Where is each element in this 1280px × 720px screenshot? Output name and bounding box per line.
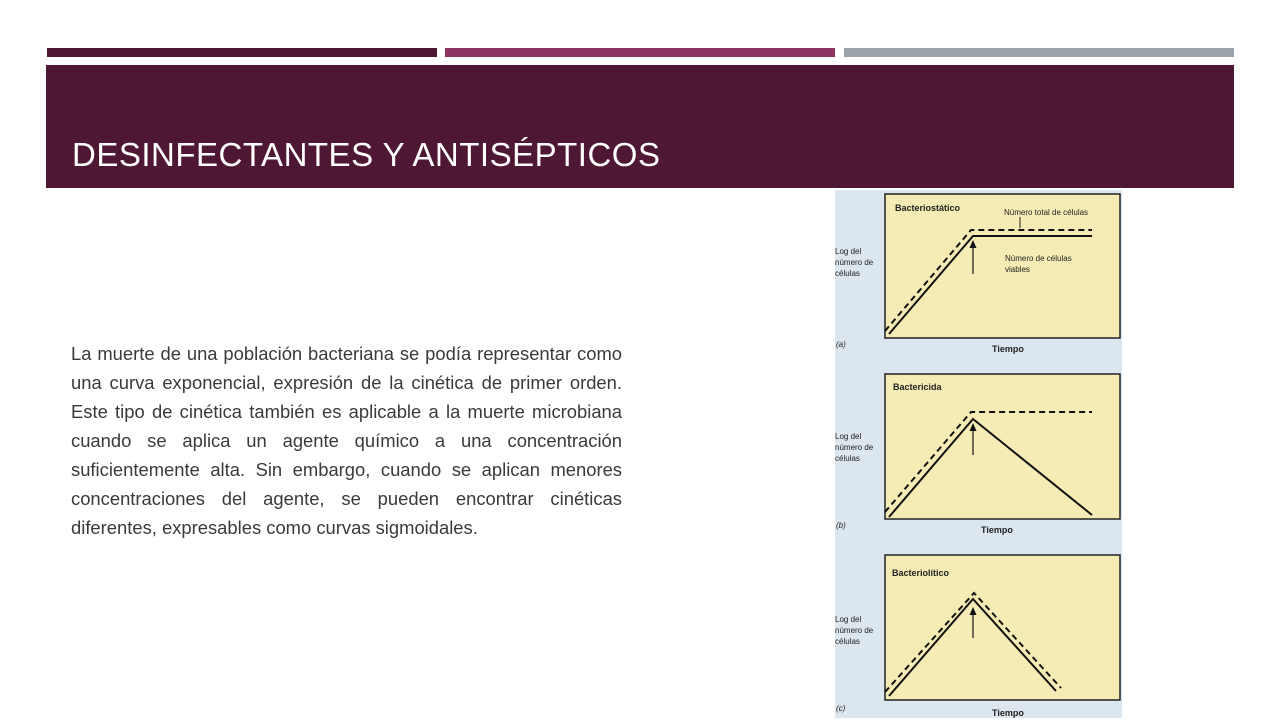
plot-area	[885, 374, 1120, 519]
xlabel: Tiempo	[981, 525, 1013, 535]
panel-label: (c)	[836, 704, 846, 713]
body-paragraph: La muerte de una población bacteriana se podía representar como una curva exponencial, expresión de la cinética de primer orden. Este tipo de cinética también es aplicable a la muerte microbiana cuando se aplica un agente químico a una concentración suficientemente alta. Sin embargo, cuando se aplican menores concentraciones del agente, se pueden encontrar cinéticas diferentes, expresables como curvas sigmoidales.	[71, 343, 622, 538]
title-band	[46, 65, 1234, 188]
accent-bar-gray	[844, 48, 1234, 57]
accent-bar-magenta	[445, 48, 835, 57]
xlabel: Tiempo	[992, 708, 1024, 718]
ylabel-line3: células	[835, 269, 860, 278]
annotation-total-cells: Número total de células	[1004, 208, 1089, 217]
kinetics-figure-svg	[835, 190, 1122, 718]
kinetics-figure	[835, 190, 1122, 718]
accent-bar-dark	[47, 48, 437, 57]
annotation-viable-line1: Número de células	[1005, 254, 1072, 263]
xlabel: Tiempo	[992, 344, 1024, 354]
panel-label: (a)	[836, 340, 846, 349]
panel-label: (b)	[836, 521, 846, 530]
ylabel-line2: número de	[835, 626, 874, 635]
slide-title: DESINFECTANTES Y ANTISÉPTICOS	[72, 136, 661, 173]
ylabel-line2: número de	[835, 443, 874, 452]
panel-title: Bactericida	[893, 382, 942, 392]
panel-title: Bacteriostático	[895, 203, 961, 213]
ylabel-line1: Log del	[835, 432, 862, 441]
ylabel-line3: células	[835, 454, 860, 463]
ylabel-line1: Log del	[835, 247, 862, 256]
ylabel-line2: número de	[835, 258, 874, 267]
ylabel-line3: células	[835, 637, 860, 646]
annotation-viable-line2: viables	[1005, 265, 1030, 274]
panel-title: Bacteriolítico	[892, 568, 950, 578]
ylabel-line1: Log del	[835, 615, 862, 624]
